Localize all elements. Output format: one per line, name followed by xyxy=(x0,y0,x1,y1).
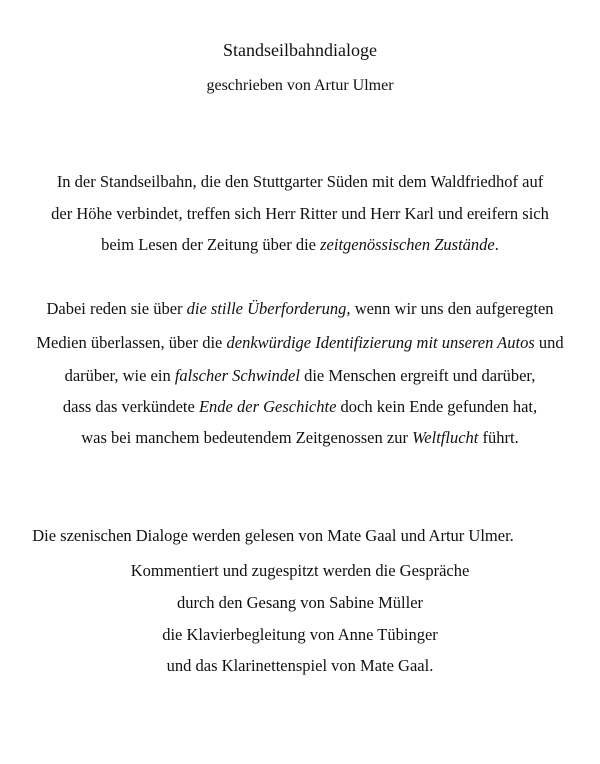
text-segment: . xyxy=(494,235,499,254)
emphasis-text: falscher Schwindel xyxy=(174,366,300,385)
text-segment: dass das verkündete xyxy=(62,397,199,416)
text-segment: führt. xyxy=(478,428,519,447)
text-segment: die Menschen ergreift und darüber, xyxy=(299,366,536,385)
paragraph1-line2: der Höhe verbindet, treffen sich Herr Ritter und Herr Karl und ereifern sich xyxy=(51,204,549,223)
paragraph1-line1: In der Standseilbahn, die den Stuttgarter Süden mit dem Waldfriedhof auf xyxy=(56,172,544,191)
paragraph2-line3 xyxy=(0,366,600,386)
emphasis-text: zeitgenössischen Zustände xyxy=(320,235,495,254)
paragraph1-line3 xyxy=(0,235,600,255)
paragraph2-line5 xyxy=(0,428,600,448)
document-subtitle: geschrieben von Artur Ulmer xyxy=(206,77,394,94)
credits-line3: durch den Gesang von Sabine Müller xyxy=(176,593,424,612)
credits-line1: Die szenischen Dialoge werden gelesen von Mate Gaal und Artur Ulmer. xyxy=(32,526,514,545)
text-segment: was bei manchem bedeutendem Zeitgenossen zur xyxy=(81,428,413,447)
text-segment: wenn wir uns den aufgeregten xyxy=(350,299,554,318)
emphasis-text: Ende der Geschichte xyxy=(198,397,337,416)
text-segment: beim Lesen der Zeitung über die xyxy=(101,235,321,254)
text-segment: Dabei reden sie über xyxy=(46,299,187,318)
credits-line5: und das Klarinettenspiel von Mate Gaal. xyxy=(166,656,434,675)
paragraph2-line4 xyxy=(0,397,600,417)
document-title: Standseilbahndialoge xyxy=(223,40,377,60)
paragraph2-line2 xyxy=(0,333,600,353)
text-segment: und xyxy=(534,333,564,352)
emphasis-text: denkwürdige Identifizierung mit unseren Autos xyxy=(226,333,535,352)
credits-line2: Kommentiert und zugespitzt werden die Gespräche xyxy=(130,561,470,580)
text-segment: doch kein Ende gefunden hat, xyxy=(336,397,538,416)
emphasis-text: die stille Überforderung, xyxy=(186,299,351,318)
credits-line4: die Klavierbegleitung von Anne Tübinger xyxy=(162,625,438,644)
emphasis-text: Weltflucht xyxy=(412,428,479,447)
paragraph2-line1 xyxy=(0,299,600,319)
text-segment: darüber, wie ein xyxy=(64,366,175,385)
text-segment: Medien überlassen, über die xyxy=(36,333,227,352)
